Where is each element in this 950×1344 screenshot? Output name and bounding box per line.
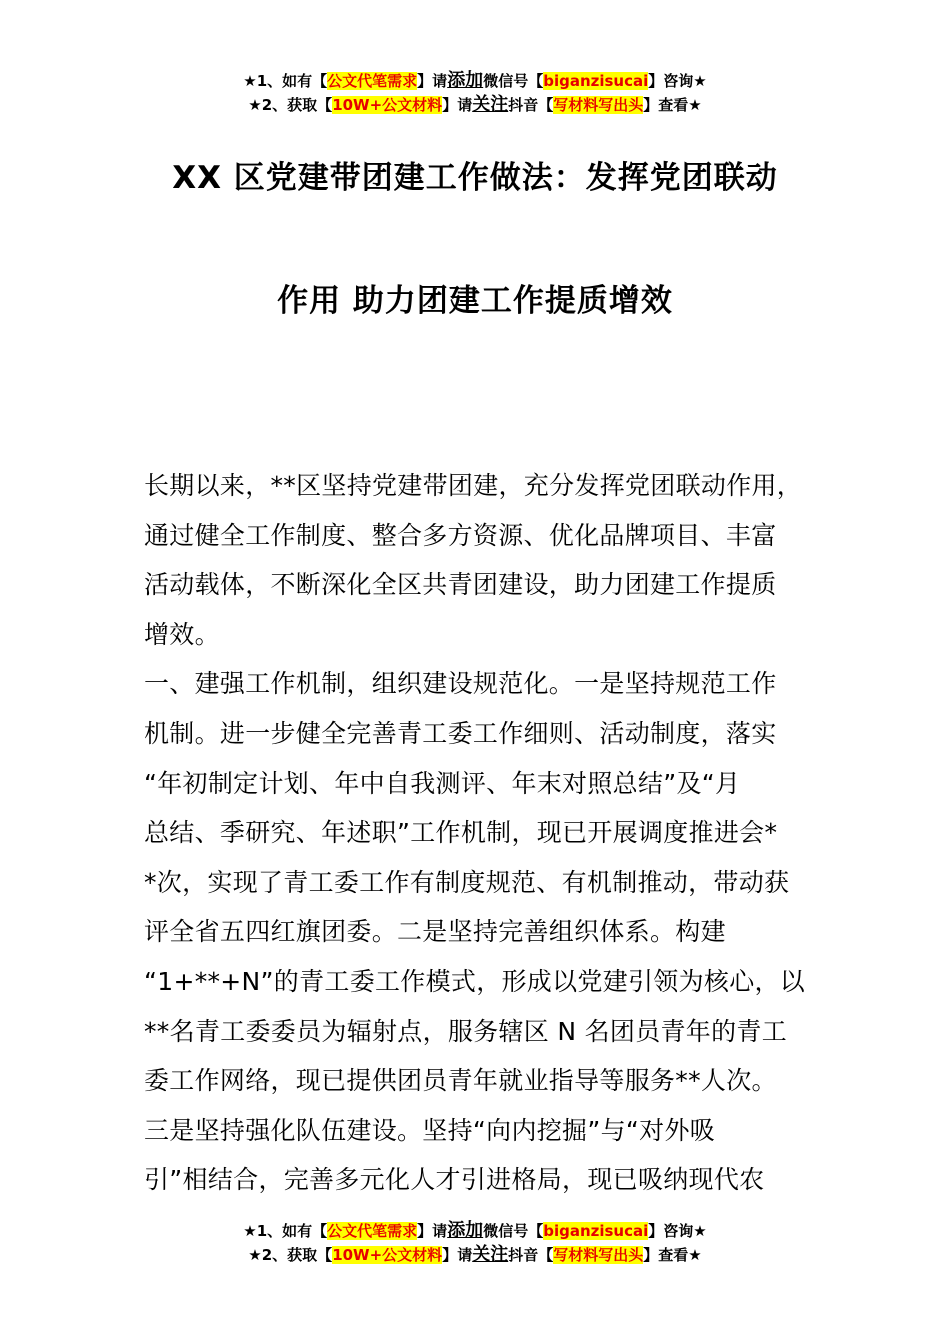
banner-line-2: [0, 93, 950, 117]
body-line: 委工作网络，现已提供团员青年就业指导等服务**人次。: [144, 1066, 777, 1096]
document-title-line-2: 作用 助力团建工作提质增效: [277, 283, 673, 319]
body-line: 引”相结合，完善多元化人才引进格局，现已吸纳现代农: [144, 1165, 765, 1195]
bottom-banner: [0, 1219, 950, 1267]
banner-text: 】咨询★: [648, 1222, 707, 1240]
body-line: “年初制定计划、年中自我测评、年末对照总结”及“月: [144, 768, 741, 798]
banner-text: 微信号【: [483, 1222, 544, 1240]
document-body: [144, 461, 824, 1205]
body-line: 评全省五四红旗团委。二是坚持完善组织体系。构建: [144, 917, 726, 947]
banner-emphasis: 关注: [472, 94, 509, 115]
body-line: “1+**+N”的青工委工作模式，形成以党建引领为核心，以: [144, 966, 806, 996]
banner-text: 】请: [417, 1222, 448, 1240]
banner-line-1: [0, 69, 950, 93]
banner-highlight-service: 公文代笔需求: [327, 72, 418, 90]
body-line: 一、建强工作机制，组织建设规范化。一是坚持规范工作: [144, 669, 777, 699]
banner-text: ★1、如有【: [243, 72, 328, 90]
banner-text: 微信号【: [483, 72, 544, 90]
banner-text: ★2、获取【: [248, 1246, 333, 1264]
banner-text: 】请: [442, 1246, 473, 1264]
banner-text: 】请: [417, 72, 448, 90]
banner-text: ★2、获取【: [248, 96, 333, 114]
banner-highlight-materials: 10W+公文材料: [332, 1246, 443, 1264]
body-line: 增效。: [144, 619, 220, 649]
banner-emphasis: 关注: [472, 1244, 509, 1265]
body-line: 总结、季研究、年述职”工作机制，现已开展调度推进会*: [144, 818, 778, 848]
document-title-line-1: XX 区党建带团建工作做法：发挥党团联动: [172, 160, 778, 196]
banner-line-2: [0, 1243, 950, 1267]
banner-line-1: [0, 1219, 950, 1243]
top-banner: [0, 69, 950, 117]
body-line: 机制。进一步健全完善青工委工作细则、活动制度，落实: [144, 718, 777, 748]
banner-highlight-service: 公文代笔需求: [327, 1222, 418, 1240]
banner-highlight-douyin: 写材料写出头: [553, 1246, 644, 1264]
banner-text: 】请: [442, 96, 473, 114]
body-line: *次，实现了青工委工作有制度规范、有机制推动，带动获: [144, 867, 790, 897]
banner-highlight-douyin: 写材料写出头: [553, 96, 644, 114]
banner-emphasis: 添加: [447, 1220, 484, 1241]
banner-text: 】咨询★: [648, 72, 707, 90]
banner-text: 】查看★: [643, 1246, 702, 1264]
banner-highlight-wechat: biganzisucai: [543, 72, 649, 90]
body-line: 三是坚持强化队伍建设。坚持“向内挖掘”与“对外吸: [144, 1115, 716, 1145]
banner-text: 抖音【: [508, 1246, 554, 1264]
body-line: 活动载体，不断深化全区共青团建设，助力团建工作提质: [144, 570, 777, 600]
banner-text: 抖音【: [508, 96, 554, 114]
banner-emphasis: 添加: [447, 70, 484, 91]
body-line: 通过健全工作制度、整合多方资源、优化品牌项目、丰富: [144, 520, 777, 550]
banner-text: 】查看★: [643, 96, 702, 114]
banner-highlight-materials: 10W+公文材料: [332, 96, 443, 114]
body-line: **名青工委委员为辐射点，服务辖区 N 名团员青年的青工: [144, 1016, 787, 1046]
banner-highlight-wechat: biganzisucai: [543, 1222, 649, 1240]
banner-text: ★1、如有【: [243, 1222, 328, 1240]
body-line: 长期以来，**区坚持党建带团建，充分发挥党团联动作用，: [144, 471, 803, 500]
